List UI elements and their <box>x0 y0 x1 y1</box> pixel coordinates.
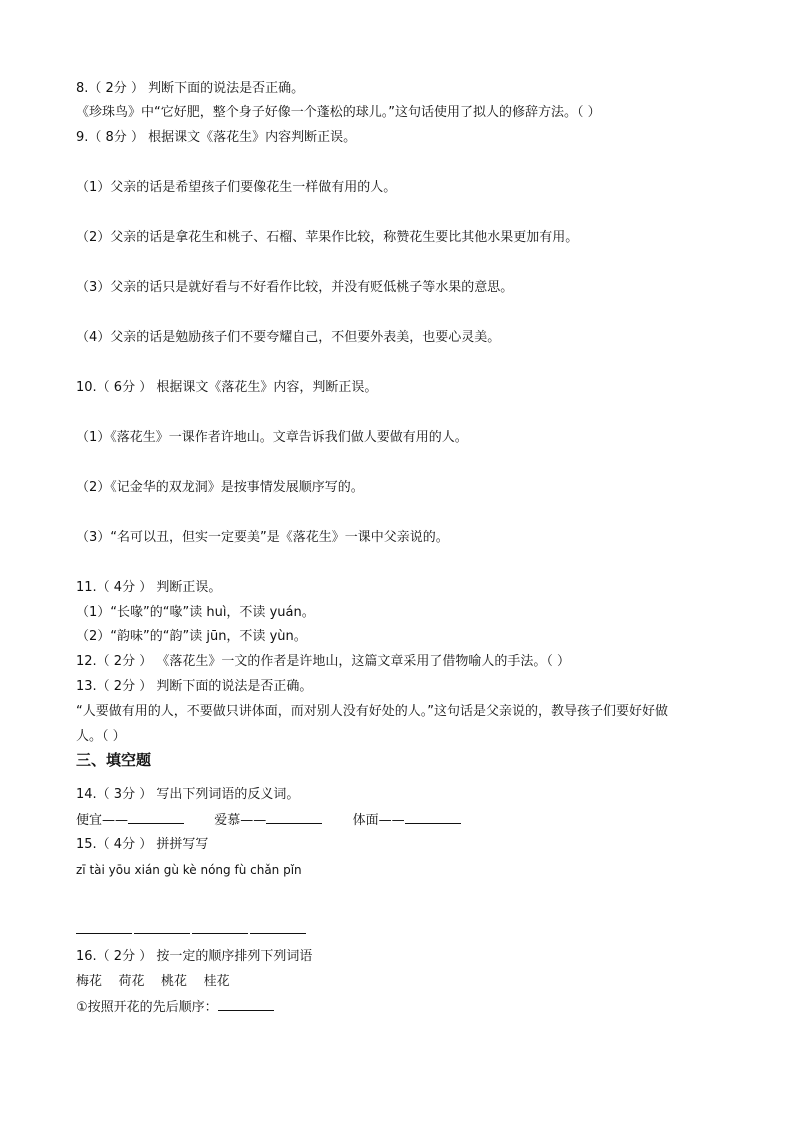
q14-word-2: 爱慕—— <box>214 813 267 828</box>
q9-item-3: （3）父亲的话只是就好看与不好看作比较，并没有贬低桃子等水果的意思。 <box>76 280 514 295</box>
q9-item-4: （4）父亲的话是勉励孩子们不要夸耀自己，不但要外表美，也要心灵美。 <box>76 330 501 345</box>
q8-text: 《珍珠鸟》中“它好肥，整个身子好像一个蓬松的球儿。”这句话使用了拟人的修辞方法。（ ） <box>76 105 601 120</box>
q16-sub-1 <box>76 998 274 1016</box>
q10-stem: 10.（ 6分 ） 根据课文《落花生》内容，判断正误。 <box>76 380 378 395</box>
q15-stem: 15.（ 4分 ） 拼拼写写 <box>76 837 209 852</box>
q15-blank-2[interactable] <box>134 925 190 934</box>
q15-answer-blanks <box>76 925 306 934</box>
q12-stem: 12.（ 2分 ） 《落花生》一文的作者是许地山，这篇文章采用了借物喻人的手法。（ ） <box>76 654 570 669</box>
q15-pinyin: zī tài yōu xián gù kè nóng fù chǎn pǐn <box>76 863 302 877</box>
q15-blank-1[interactable] <box>76 925 132 934</box>
q14-word-3: 体面—— <box>352 813 405 828</box>
q16-words: 梅花 荷花 桃花 桂花 <box>76 974 230 989</box>
q11-item-1: （1）“长喙”的“喙”读 huì，不读 yuán。 <box>76 605 315 620</box>
q14-word-1: 便宜—— <box>76 813 129 828</box>
q13-text-2: 人。（ ） <box>76 729 126 744</box>
q8-stem: 8.（ 2分 ） 判断下面的说法是否正确。 <box>76 81 305 96</box>
q9-item-2: （2）父亲的话是拿花生和桃子、石榴、苹果作比较，称赞花生要比其他水果更加有用。 <box>76 230 579 245</box>
q13-stem: 13.（ 2分 ） 判断下面的说法是否正确。 <box>76 679 313 694</box>
q10-item-1: （1）《落花生》一课作者许地山。文章告诉我们做人要做有用的人。 <box>76 430 468 445</box>
q14-stem: 14.（ 3分 ） 写出下列词语的反义词。 <box>76 787 300 802</box>
q11-item-2: （2）“韵味”的“韵”读 jūn，不读 yùn。 <box>76 629 307 644</box>
q16-sub-1-label: ①按照开花的先后顺序： <box>76 1000 218 1015</box>
q14-answers <box>76 811 461 829</box>
q16-stem: 16.（ 2分 ） 按一定的顺序排列下列词语 <box>76 949 313 964</box>
q14-blank-3[interactable] <box>405 811 461 824</box>
q9-stem: 9.（ 8分 ） 根据课文《落花生》内容判断正误。 <box>76 130 357 145</box>
q14-blank-1[interactable] <box>128 811 184 824</box>
q15-blank-4[interactable] <box>250 925 306 934</box>
section-title: 三、填空题 <box>76 751 152 769</box>
q15-blank-3[interactable] <box>192 925 248 934</box>
q14-blank-2[interactable] <box>266 811 322 824</box>
q16-blank-1[interactable] <box>218 998 274 1011</box>
q11-stem: 11.（ 4分 ） 判断正误。 <box>76 580 222 595</box>
q13-text-1: “人要做有用的人，不要做只讲体面，而对别人没有好处的人。”这句话是父亲说的，教导孩子们要好好做 <box>76 704 668 719</box>
q9-item-1: （1）父亲的话是希望孩子们要像花生一样做有用的人。 <box>76 180 397 195</box>
q10-item-3: （3）“名可以丑，但实一定要美”是《落花生》一课中父亲说的。 <box>76 530 449 545</box>
q10-item-2: （2）《记金华的双龙洞》是按事情发展顺序写的。 <box>76 480 364 495</box>
